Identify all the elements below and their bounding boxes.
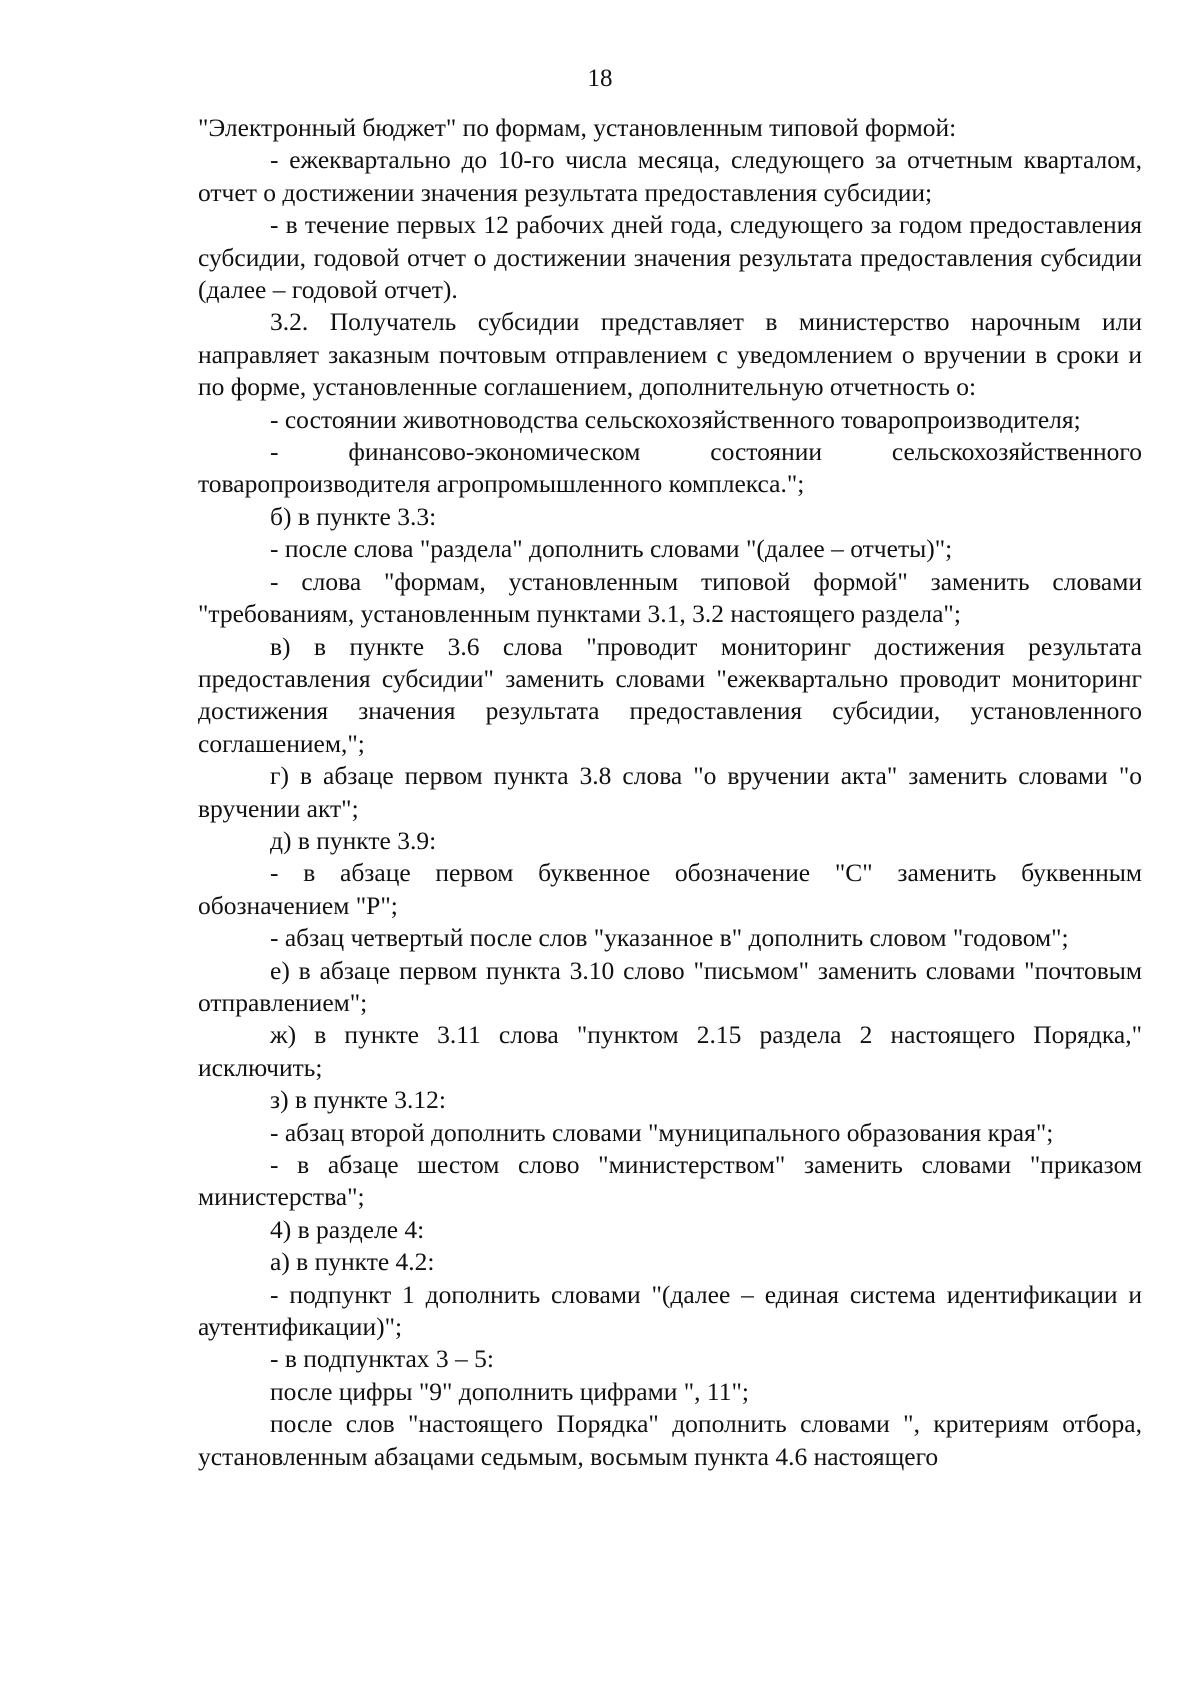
paragraph: - в подпунктах 3 – 5: bbox=[270, 1344, 494, 1374]
paragraph: в) в пункте 3.6 слова "проводит мониторинг достижения результата предоставления субсидии" заменить словами "ежеквартально проводит мониторинг достижения значения результата предоставления субсидии, установленного соглашением,"; bbox=[198, 631, 1142, 758]
paragraph: - состоянии животноводства сельскохозяйственного товаропроизводителя; bbox=[270, 404, 1081, 434]
document-body bbox=[198, 112, 1142, 1473]
paragraph: после слов "настоящего Порядка" дополнить словами ", критериям отбора, установленным абзацами седьмым, восьмым пункта 4.6 настоящего bbox=[198, 1409, 1142, 1471]
paragraph: д) в пункте 3.9: bbox=[270, 825, 437, 855]
paragraph: - ежеквартально до 10-го числа месяца, следующего за отчетным кварталом, отчет о достижении значения результата предоставления субсидии; bbox=[198, 145, 1142, 207]
paragraph: после цифры "9" дополнить цифрами ", 11"; bbox=[270, 1376, 749, 1406]
page-number: 18 bbox=[587, 65, 613, 92]
paragraph: ж) в пункте 3.11 слова "пунктом 2.15 раздела 2 настоящего Порядка," исключить; bbox=[198, 1020, 1142, 1082]
paragraph: - абзац четвертый после слов "указанное в" дополнить словом "годовом"; bbox=[270, 923, 1069, 953]
paragraph: - финансово-экономическом состоянии сельскохозяйственного товаропроизводителя агропромышленного комплекса."; bbox=[198, 437, 1142, 499]
paragraph: - абзац второй дополнить словами "муниципального образования края"; bbox=[270, 1117, 1054, 1147]
paragraph: г) в абзаце первом пункта 3.8 слова "о вручении акта" заменить словами "о вручении акт"; bbox=[198, 761, 1142, 823]
paragraph: - подпункт 1 дополнить словами "(далее – единая система идентификации и аутентификации)"; bbox=[198, 1279, 1142, 1342]
paragraph: - после слова "раздела" дополнить словами "(далее – отчеты)"; bbox=[270, 534, 953, 564]
paragraph: е) в абзаце первом пункта 3.10 слово "письмом" заменить словами "почтовым отправлением"; bbox=[198, 955, 1142, 1017]
paragraph: "Электронный бюджет" по формам, установленным типовой формой: bbox=[198, 113, 957, 142]
paragraph: - в течение первых 12 рабочих дней года, следующего за годом предоставления субсидии, годовой отчет о достижении значения результата предоставления субсидии (далее – годовой отчет). bbox=[198, 210, 1142, 305]
paragraph: 3.2. Получатель субсидии представляет в министерство нарочным или направляет заказным почтовым отправлением с уведомлением о вручении в сроки и по форме, установленные соглашением, дополнительную отчетность о: bbox=[198, 307, 1142, 402]
paragraph: - слова "формам, установленным типовой формой" заменить словами "требованиям, установленным пунктами 3.1, 3.2 настоящего раздела"; bbox=[198, 566, 1142, 629]
paragraph: б) в пункте 3.3: bbox=[270, 501, 437, 531]
paragraph: з) в пункте 3.12: bbox=[270, 1085, 446, 1115]
paragraph: - в абзаце шестом слово "министерством" заменить словами "приказом министерства"; bbox=[198, 1150, 1142, 1212]
paragraph: а) в пункте 4.2: bbox=[270, 1247, 435, 1277]
paragraph: 4) в разделе 4: bbox=[270, 1214, 425, 1244]
paragraph: - в абзаце первом буквенное обозначение "С" заменить буквенным обозначением "Р"; bbox=[198, 858, 1142, 920]
